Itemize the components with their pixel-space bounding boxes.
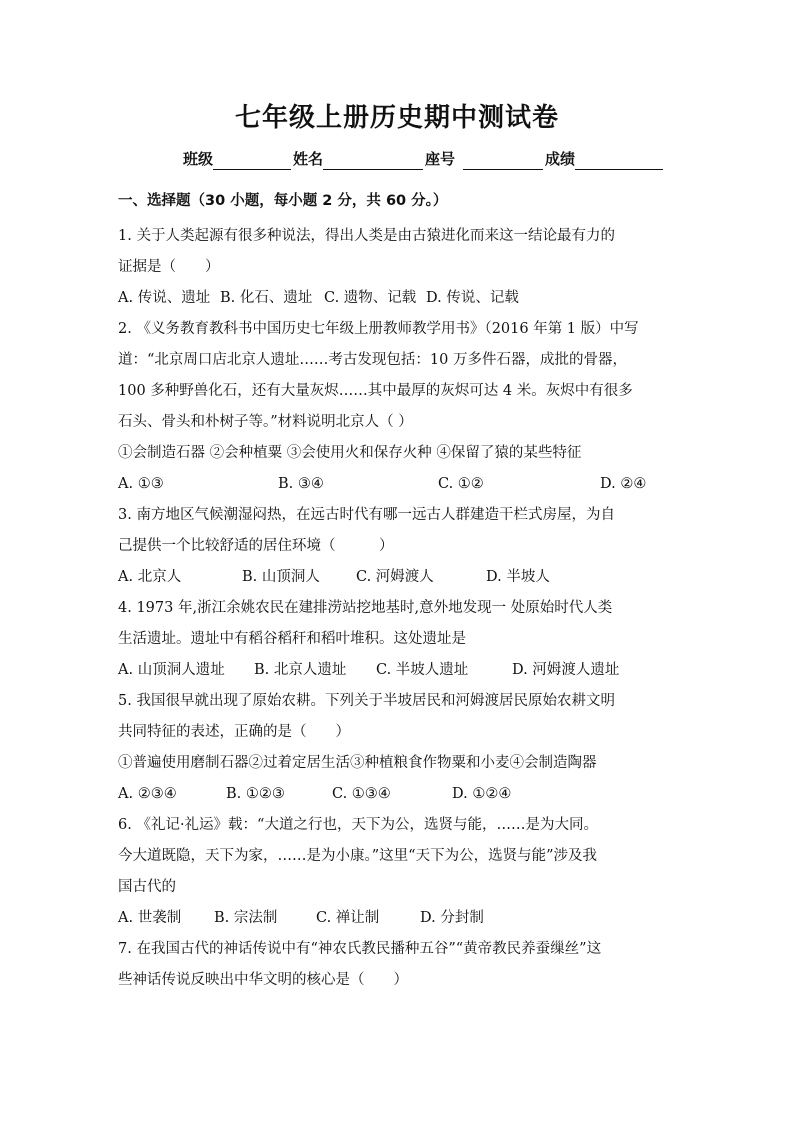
option-c[interactable]: C. 遗物、记载 xyxy=(324,290,417,306)
option-a[interactable]: A. 北京人 xyxy=(118,569,182,585)
question-line: 证据是（ ） xyxy=(118,259,220,275)
score-label: 成绩 xyxy=(545,150,576,168)
option-d[interactable]: D. 半坡人 xyxy=(486,569,550,585)
option-a[interactable]: A. ②③④ xyxy=(118,786,177,802)
section-heading: 一、选择题（30 小题，每小题 2 分，共 60 分。） xyxy=(118,193,448,209)
question-6 xyxy=(118,810,678,934)
seat-label: 座号 xyxy=(425,150,456,168)
class-label: 班级 xyxy=(183,150,214,168)
options-row xyxy=(118,283,678,314)
option-c[interactable]: C. ①② xyxy=(438,476,484,492)
option-d[interactable]: D. 传说、记载 xyxy=(426,290,519,306)
name-blank[interactable] xyxy=(323,151,423,170)
exam-content xyxy=(118,186,678,996)
option-b[interactable]: B. 宗法制 xyxy=(214,910,278,926)
question-line: 6. 《礼记·礼运》载：“大道之行也，天下为公，选贤与能，……是为大同。 xyxy=(118,817,598,833)
option-b[interactable]: B. 山顶洞人 xyxy=(242,569,320,585)
student-info-row xyxy=(183,148,683,172)
question-line: 1. 关于人类起源有很多种说法，得出人类是由古猿进化而来这一结论最有力的 xyxy=(118,228,615,244)
question-line: 7. 在我国古代的神话传说中有“神农氏教民播种五谷”“黄帝教民养蚕缫丝”这 xyxy=(118,941,602,957)
question-line: 道：“北京周口店北京人遗址……考古发现包括：10 万多件石器，成批的骨器， xyxy=(118,352,627,368)
question-4 xyxy=(118,593,678,686)
option-a[interactable]: A. 山顶洞人遗址 xyxy=(118,662,225,678)
question-line: 3. 南方地区气候潮湿闷热，在远古时代有哪一远古人群建造干栏式房屋，为自 xyxy=(118,507,615,523)
question-line: 5. 我国很早就出现了原始农耕。下列关于半坡居民和河姆渡居民原始农耕文明 xyxy=(118,693,615,709)
option-b[interactable]: B. ③④ xyxy=(278,476,324,492)
name-label: 姓名 xyxy=(293,150,324,168)
option-d[interactable]: D. 河姆渡人遗址 xyxy=(512,662,620,678)
option-c[interactable]: C. 半坡人遗址 xyxy=(376,662,469,678)
option-b[interactable]: B. 北京人遗址 xyxy=(254,662,347,678)
option-d[interactable]: D. ②④ xyxy=(600,476,647,492)
options-row xyxy=(118,655,678,686)
option-d[interactable]: D. 分封制 xyxy=(420,910,484,926)
option-a[interactable]: A. ①③ xyxy=(118,476,164,492)
option-c[interactable]: C. ①③④ xyxy=(332,786,391,802)
seat-blank[interactable] xyxy=(463,151,543,170)
question-line: ①普遍使用磨制石器②过着定居生活③种植粮食作物粟和小麦④会制造陶器 xyxy=(118,755,597,771)
question-line: 今大道既隐，天下为家，……是为小康。”这里“天下为公，选贤与能”涉及我 xyxy=(118,848,597,864)
options-row xyxy=(118,469,678,500)
option-c[interactable]: C. 河姆渡人 xyxy=(356,569,434,585)
question-line: 4. 1973 年,浙江余姚农民在建排涝站挖地基时,意外地发现一 处原始时代人类 xyxy=(118,600,613,616)
option-a[interactable]: A. 世袭制 xyxy=(118,910,182,926)
option-d[interactable]: D. ①②④ xyxy=(452,786,512,802)
question-line: 共同特征的表述，正确的是（ ） xyxy=(118,724,350,740)
question-line: 2. 《义务教育教科书中国历史七年级上册教师教学用书》（2016 年第 1 版）中写 xyxy=(118,321,639,337)
option-b[interactable]: B. ①②③ xyxy=(226,786,285,802)
question-line: 己提供一个比较舒适的居住环境（ ） xyxy=(118,538,394,554)
question-line: 些神话传说反映出中华文明的核心是（ ） xyxy=(118,972,408,988)
options-row xyxy=(118,779,678,810)
option-c[interactable]: C. 禅让制 xyxy=(316,910,380,926)
option-b[interactable]: B. 化石、遗址 xyxy=(220,290,313,306)
question-3 xyxy=(118,500,678,593)
question-line: 国古代的 xyxy=(118,879,176,895)
question-line: 生活遗址。遗址中有稻谷稻秆和稻叶堆积。这处遗址是 xyxy=(118,631,466,647)
options-row xyxy=(118,903,678,934)
question-1 xyxy=(118,221,678,314)
question-line: 100 多种野兽化石，还有大量灰烬……其中最厚的灰烬可达 4 米。灰烬中有很多 xyxy=(118,383,633,399)
option-a[interactable]: A. 传说、遗址 xyxy=(118,290,211,306)
question-7 xyxy=(118,934,678,996)
question-line: 石头、骨头和朴树子等。”材料说明北京人（ ） xyxy=(118,414,413,430)
page-title: 七年级上册历史期中测试卷 xyxy=(234,103,559,133)
question-2 xyxy=(118,314,678,500)
class-blank[interactable] xyxy=(213,151,291,170)
score-blank[interactable] xyxy=(575,151,663,170)
question-line: ①会制造石器 ②会种植粟 ③会使用火和保存火种 ④保留了猿的某些特征 xyxy=(118,445,582,461)
options-row xyxy=(118,562,678,593)
question-5 xyxy=(118,686,678,810)
